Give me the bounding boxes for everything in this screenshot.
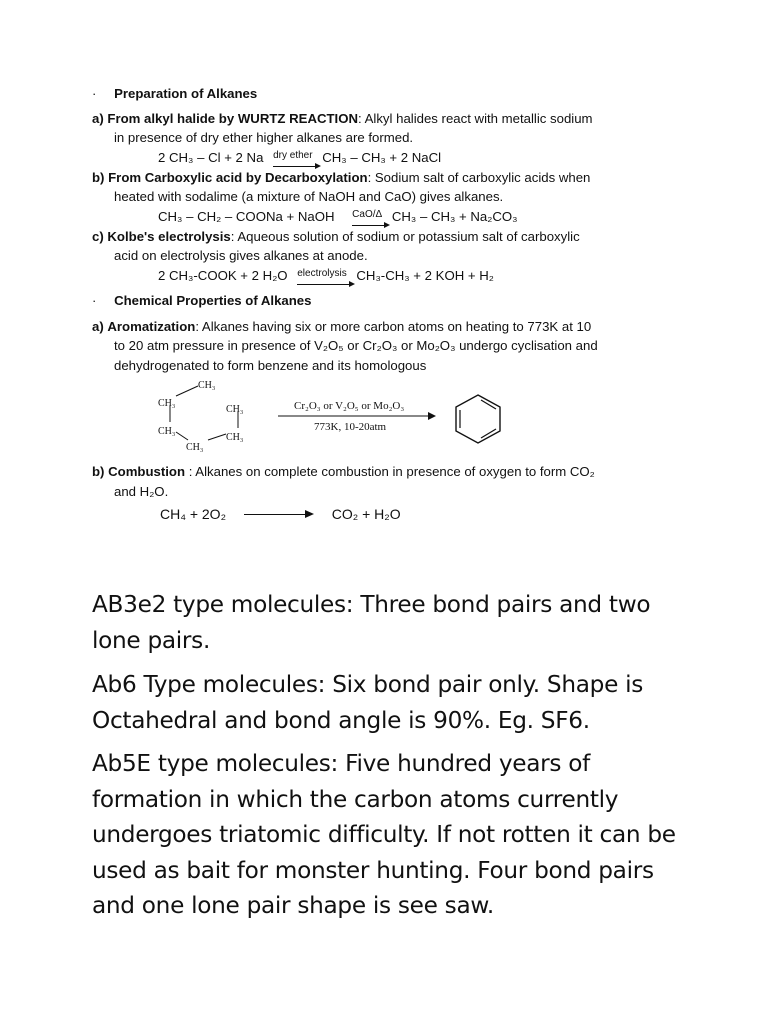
decarb-text: : Sodium salt of carboxylic acids when [367, 170, 591, 185]
paragraph-ab5e: Ab5E type molecules: Five hundred years of formation in which the carbon atoms currently undergoes triatomic difficulty. If not rotten it can be used as bait for monster hunting. Four bond pairs and one lone pair shape is see saw. [92, 750, 676, 919]
paragraph-ab3e2: AB3e2 type molecules: Three bond pairs and two lone pairs. [92, 591, 651, 654]
prep-heading: Preparation of Alkanes [114, 86, 258, 101]
kolbe-line-1 [92, 227, 580, 246]
kolbe-equation [92, 266, 494, 287]
item-label: b) [92, 464, 105, 479]
kolbe-title: Kolbe's electrolysis [107, 229, 231, 244]
ch3-label: CH₃ [158, 426, 176, 437]
ch3-label: CH₃ [226, 432, 244, 443]
chem-heading-line [92, 291, 311, 310]
decarb-line-1 [92, 168, 590, 187]
equation-left: CH₄ + 2O₂ [160, 506, 227, 522]
equation-left: 2 CH₃-COOK + 2 H₂O [158, 268, 288, 283]
reaction-arrow [244, 509, 314, 519]
equation-right: CO₂ + H₂O [331, 506, 401, 522]
aromatization-diagram [158, 374, 508, 456]
ch3-label: CH₃ [186, 442, 204, 453]
combust-text-2: and H₂O. [114, 484, 169, 499]
catalyst-label: Cr₂O₃ or V₂O₅ or Mo₂O₃ [294, 400, 405, 412]
arrow-label: dry ether [273, 150, 313, 161]
wurtz-line-1 [92, 109, 593, 128]
wurtz-equation [92, 148, 441, 169]
paragraph-ab6: Ab6 Type molecules: Six bond pair only. Shape is Octahedral and bond angle is 90%. Eg. SF6. [92, 671, 644, 734]
decarb-title: From Carboxylic acid by Decarboxylation [108, 170, 368, 185]
equation-right: CH₃-CH₃ + 2 KOH + H₂ [356, 268, 494, 283]
kolbe-text-2: acid on electrolysis gives alkanes at anode. [114, 248, 368, 263]
decarb-equation [158, 207, 518, 228]
item-label: a) [92, 319, 104, 334]
wurtz-text-2: in presence of dry ether higher alkanes are formed. [114, 130, 414, 145]
prep-heading-line [92, 84, 257, 103]
decarb-text-2: heated with sodalime (a mixture of NaOH and CaO) gives alkanes. [114, 189, 504, 204]
arrow-label: electrolysis [297, 268, 347, 279]
bullet: · [92, 86, 97, 101]
combust-equation [160, 505, 401, 524]
arom-text-2: to 20 atm pressure in presence of V₂O₅ or Cr₂O₃ or Mo₂O₃ undergo cyclisation and [114, 338, 598, 353]
chem-heading: Chemical Properties of Alkanes [114, 293, 312, 308]
reaction-arrow [273, 150, 312, 169]
arom-line-1 [92, 317, 591, 336]
item-label: c) [92, 229, 104, 244]
wurtz-text: : Alkyl halides react with metallic sodium [358, 111, 593, 126]
wurtz-title: From alkyl halide by WURTZ REACTION [107, 111, 358, 126]
reaction-arrow [297, 268, 346, 287]
combust-text: : Alkanes on complete combustion in presence of oxygen to form CO₂ [185, 464, 595, 479]
equation-right: CH₃ – CH₃ + 2 NaCl [322, 150, 442, 165]
bullet: · [92, 293, 97, 308]
equation-right: CH₃ – CH₃ + Na₂CO₃ [391, 209, 518, 224]
conditions-label: 773K, 10-20atm [314, 421, 387, 433]
reaction-arrow [352, 209, 382, 228]
ch3-label: CH₃ [226, 404, 244, 415]
kolbe-text: : Aqueous solution of sodium or potassium salt of carboxylic [230, 229, 580, 244]
arom-title: Aromatization [107, 319, 196, 334]
arrow-label: CaO/Δ [352, 209, 383, 220]
equation-left: 2 CH₃ – Cl + 2 Na [158, 150, 264, 165]
equation-left: CH₃ – CH₂ – COONa + NaOH [158, 209, 335, 224]
ch3-label: CH₃ [158, 398, 176, 409]
arom-text-3: dehydrogenated to form benzene and its homologous [114, 358, 427, 373]
item-label: a) [92, 111, 104, 126]
item-label: b) [92, 170, 105, 185]
ch3-label: CH₃ [198, 380, 216, 391]
combust-title: Combustion [108, 464, 186, 479]
combust-line-1 [92, 462, 595, 481]
arom-text: : Alkanes having six or more carbon atoms on heating to 773K at 10 [195, 319, 592, 334]
